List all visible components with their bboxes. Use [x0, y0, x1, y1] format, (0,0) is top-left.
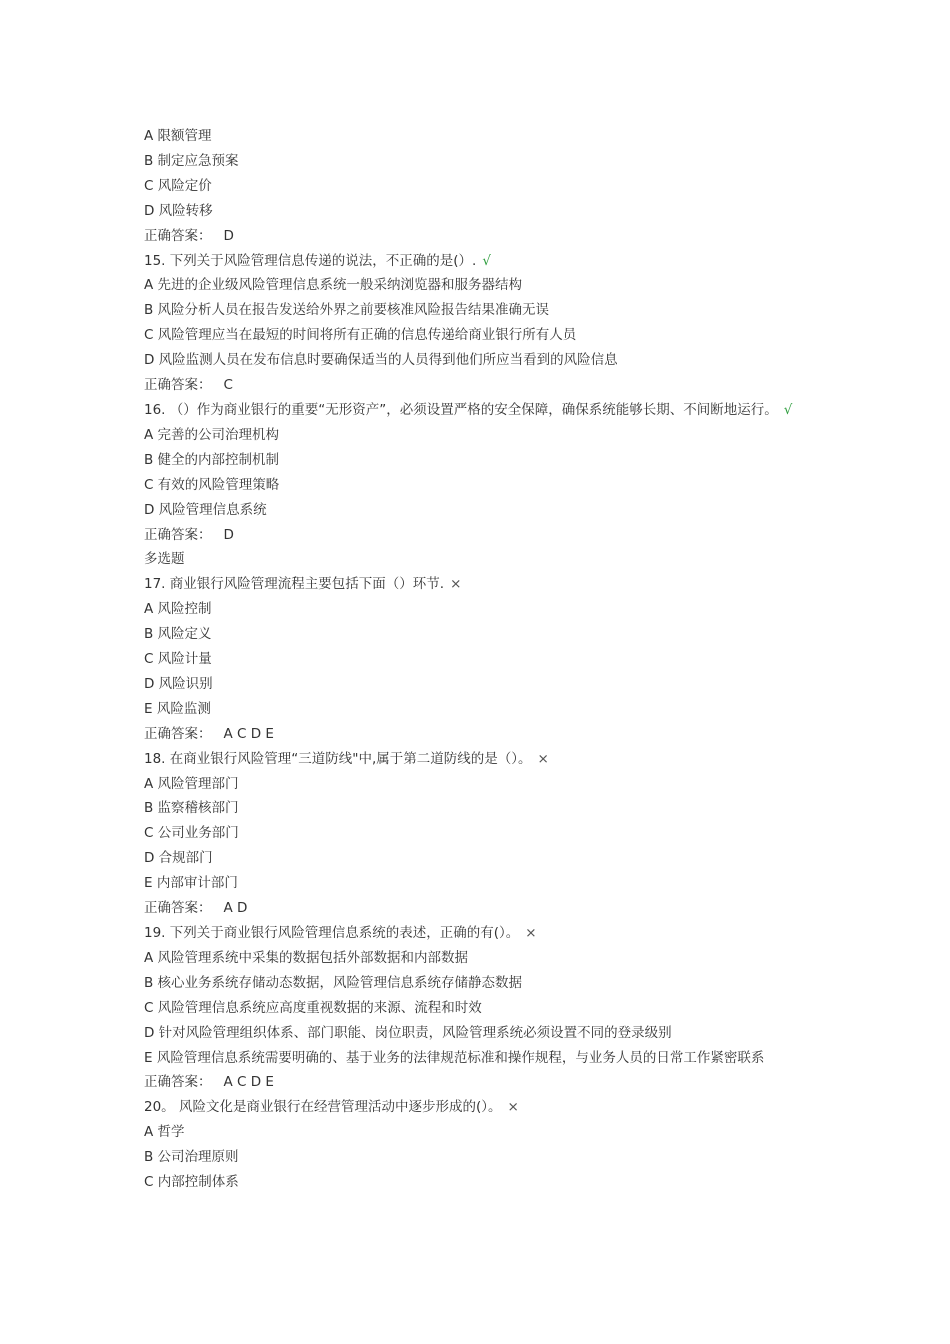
text-line [144, 672, 824, 697]
line-text: B 风险定义 [144, 626, 212, 643]
text-line [144, 498, 824, 523]
text-line [144, 398, 824, 423]
line-text: B 健全的内部控制机制 [144, 451, 280, 468]
answer-value: A C D E [223, 1074, 274, 1091]
answer-label: 正确答案： [144, 900, 212, 917]
line-text: E 风险管理信息系统需要明确的、基于业务的法律规范标准和操作规程，与业务人员的日常工作紧密联系 [144, 1049, 765, 1066]
text-line [144, 871, 824, 896]
text-line [144, 124, 824, 149]
text-line [144, 199, 824, 224]
line-text: D 风险监测人员在发布信息时要确保适当的人员得到他们所应当看到的风险信息 [144, 352, 618, 369]
answer-line [144, 896, 824, 921]
text-line [144, 249, 824, 274]
line-text: A 先进的企业级风险管理信息系统一般采纳浏览器和服务器结构 [144, 277, 523, 294]
answer-line [144, 373, 824, 398]
check-mark-icon: √ [783, 401, 793, 418]
line-text: 17. 商业银行风险管理流程主要包括下面（）环节. [144, 576, 445, 593]
line-text: C 风险管理信息系统应高度重视数据的来源、流程和时效 [144, 999, 482, 1016]
text-line [144, 772, 824, 797]
text-line [144, 1095, 824, 1120]
answer-value: D [223, 227, 234, 244]
text-line [144, 448, 824, 473]
answer-value: D [223, 526, 234, 543]
text-line [144, 473, 824, 498]
text-line [144, 971, 824, 996]
line-text: C 风险管理应当在最短的时间将所有正确的信息传递给商业银行所有人员 [144, 327, 577, 344]
text-line [144, 622, 824, 647]
text-line [144, 946, 824, 971]
line-text: D 风险转移 [144, 202, 213, 219]
line-text: A 限额管理 [144, 128, 212, 144]
line-text: D 针对风险管理组织体系、部门职能、岗位职责，风险管理系统必须设置不同的登录级别 [144, 1024, 672, 1041]
answer-line [144, 1070, 824, 1095]
answer-label: 正确答案： [144, 725, 212, 742]
line-text: A 风险控制 [144, 601, 212, 618]
line-text: A 完善的公司治理机构 [144, 426, 280, 443]
line-text: 19. 下列关于商业银行风险管理信息系统的表述，正确的有(）。 [144, 925, 520, 941]
line-text: B 监察稽核部门 [144, 800, 239, 817]
text-line [144, 149, 824, 174]
cross-mark-icon: × [525, 925, 537, 941]
line-text: 16. （）作为商业银行的重要“无形资产”，必须设置严格的安全保障，确保系统能够长期、不间断地运行。 [144, 401, 778, 418]
line-text: 20。 风险文化是商业银行在经营管理活动中逐步形成的(）。 [144, 1099, 502, 1116]
text-line [144, 1145, 824, 1170]
answer-label: 正确答案： [144, 526, 212, 543]
text-line [144, 1021, 824, 1046]
line-text: E 风险监测 [144, 700, 211, 717]
cross-mark-icon: × [450, 576, 462, 593]
answer-value: A C D E [223, 725, 274, 742]
line-text: B 制定应急预案 [144, 152, 239, 169]
line-text: D 风险管理信息系统 [144, 501, 267, 518]
answer-line [144, 722, 824, 747]
answer-value: C [223, 377, 233, 394]
answer-label: 正确答案： [144, 1074, 212, 1091]
cross-mark-icon: × [507, 1099, 519, 1116]
text-line [144, 647, 824, 672]
text-line [144, 821, 824, 846]
text-line [144, 1120, 824, 1145]
line-text: C 内部控制体系 [144, 1174, 239, 1191]
line-text: B 核心业务系统存储动态数据，风险管理信息系统存储静态数据 [144, 974, 523, 991]
text-line [144, 1046, 824, 1071]
line-text: B 公司治理原则 [144, 1149, 239, 1166]
text-line [144, 1170, 824, 1195]
line-text: B 风险分析人员在报告发送给外界之前要核准风险报告结果准确无误 [144, 302, 550, 319]
answer-value: A D [223, 900, 248, 917]
answer-line [144, 224, 824, 249]
text-line [144, 348, 824, 373]
text-line [144, 547, 824, 572]
text-line [144, 996, 824, 1021]
line-text: 18. 在商业银行风险管理“三道防线"中,属于第二道防线的是（）。 [144, 750, 532, 767]
line-text: A 风险管理系统中采集的数据包括外部数据和内部数据 [144, 949, 469, 966]
answer-label: 正确答案： [144, 377, 212, 394]
text-line [144, 572, 824, 597]
line-text: C 有效的风险管理策略 [144, 476, 280, 493]
text-line [144, 846, 824, 871]
answer-line [144, 523, 824, 548]
line-text: 多选题 [144, 551, 185, 568]
answer-label: 正确答案： [144, 227, 212, 244]
text-line [144, 697, 824, 722]
line-text: D 合规部门 [144, 850, 213, 867]
line-text: E 内部审计部门 [144, 875, 238, 892]
text-line [144, 921, 824, 946]
cross-mark-icon: × [537, 750, 549, 767]
line-text: 15. 下列关于风险管理信息传递的说法，不正确的是(）. [144, 252, 477, 269]
line-text: C 风险定价 [144, 177, 212, 194]
text-line [144, 174, 824, 199]
line-text: C 公司业务部门 [144, 825, 239, 842]
document-page [144, 124, 824, 1195]
text-line [144, 796, 824, 821]
text-line [144, 273, 824, 298]
text-line [144, 597, 824, 622]
text-line [144, 747, 824, 772]
text-line [144, 298, 824, 323]
text-line [144, 423, 824, 448]
line-text: D 风险识别 [144, 675, 213, 692]
check-mark-icon: √ [482, 252, 491, 269]
line-text: A 风险管理部门 [144, 775, 239, 792]
line-text: A 哲学 [144, 1124, 185, 1141]
line-text: C 风险计量 [144, 651, 212, 668]
text-line [144, 323, 824, 348]
